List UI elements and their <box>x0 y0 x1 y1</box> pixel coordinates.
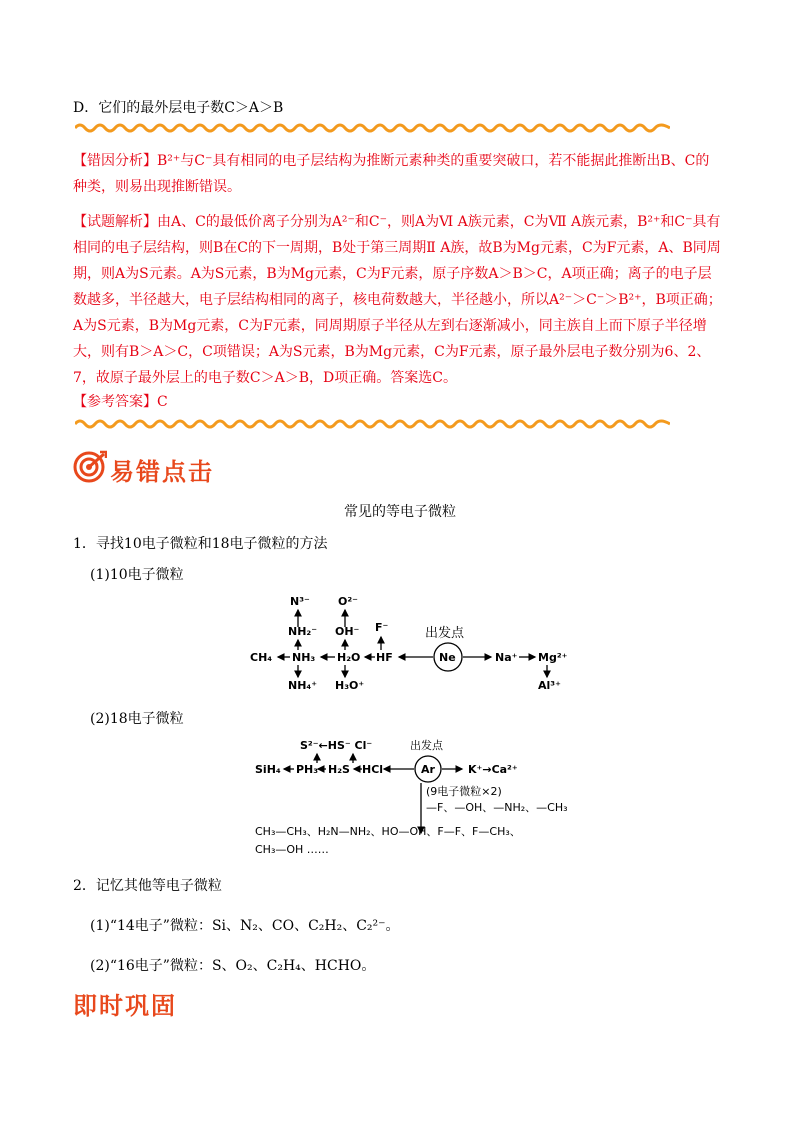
label-F: F⁻ <box>375 621 389 634</box>
label-H2S: H₂S <box>328 763 350 776</box>
label-Na: Na⁺ <box>495 651 518 664</box>
label-N3: N³⁻ <box>290 595 310 608</box>
electron-14: (1)“14电子”微粒：Si、N₂、CO、C₂H₂、C₂²⁻。 <box>90 918 400 934</box>
label-row1-18: S²⁻←HS⁻ Cl⁻ <box>300 739 373 752</box>
label-CH4: CH₄ <box>250 651 273 664</box>
start-label-10: 出发点 <box>425 626 465 641</box>
solution-label: 【试题解析】 <box>73 214 157 230</box>
bottom-banner: 即时巩固 <box>73 992 177 1020</box>
label-Al: Al³⁺ <box>538 679 561 692</box>
label-Ar: Ar <box>421 763 435 776</box>
label-NH2: NH₂⁻ <box>288 625 318 638</box>
label-line2: CH₃—OH …… <box>255 843 329 856</box>
label-K-Ca: K⁺→Ca²⁺ <box>468 763 518 776</box>
wavy-divider-top <box>75 122 670 134</box>
wavy-divider-bottom <box>75 418 670 430</box>
answer-value: C <box>157 394 168 410</box>
section-title: 常见的等电子微粒 <box>344 504 456 520</box>
solution-text: 由A、C的最低价离子分别为A²⁻和C⁻，则A为Ⅵ A族元素，C为Ⅶ A族元素，B²⁺和C⁻具有相同的电子层结构，则B在C的下一周期，B处于第三周期Ⅱ A族，故B为Mg元素，C为F元素，A、B同周期，则A为S元素。A为S元素，B为Mg元素，C为F元素，原子序数A＞B＞C，A项正确；离子的电子层数越多，半径越大，电子层结构相同的离子，核电荷数越大，半径越小，所以A²⁻＞C⁻＞B²⁺，B项正确；A为S元素，B为Mg元素，C为F元素，同周期原子半径从左到右逐渐减小，同主族自上而下原子半径增大，则有B＞A＞C，C项错误；A为S元素，B为Mg元素，C为F元素，原子最外层电子数分别为6、2、7，故原子最外层上的电子数C＞A＞B，D项正确。答案选C。 <box>73 214 722 386</box>
label-Ne: Ne <box>439 651 456 664</box>
label-Mg: Mg²⁺ <box>538 651 568 664</box>
label-OH: OH⁻ <box>335 625 360 638</box>
sub-item-18-electron: (2)18电子微粒 <box>90 711 184 727</box>
start-label-18: 出发点 <box>410 739 443 752</box>
label-groups: —F、—OH、—NH₂、—CH₃ <box>426 801 568 814</box>
label-H2O: H₂O <box>337 651 361 664</box>
section-banner: 易错点击 <box>110 458 214 486</box>
label-HF: HF <box>376 651 393 664</box>
answer-label: 【参考答案】 <box>73 394 157 410</box>
label-O2: O²⁻ <box>338 595 358 608</box>
label-NH3: NH₃ <box>292 651 316 664</box>
sub-item-10-electron: (1)10电子微粒 <box>90 567 184 583</box>
label-NH4: NH₄⁺ <box>288 679 318 692</box>
label-HCl: HCl <box>362 763 384 776</box>
label-SiH4: SiH₄ <box>255 763 281 776</box>
error-analysis <box>73 148 723 200</box>
target-icon <box>73 450 107 484</box>
label-H3O: H₃O⁺ <box>335 679 365 692</box>
label-nine-electron: (9电子微粒×2) <box>426 785 502 798</box>
option-d: D．它们的最外层电子数C＞A＞B <box>73 100 284 116</box>
label-K: K⁺ <box>468 763 483 776</box>
electron-16: (2)“16电子”微粒：S、O₂、C₂H₄、HCHO。 <box>90 958 376 974</box>
label-line1: CH₃—CH₃、H₂N—NH₂、HO—OH、F—F、F—CH₃、 <box>255 825 521 838</box>
solution <box>73 209 723 391</box>
answer <box>73 389 723 415</box>
error-analysis-label: 【错因分析】 <box>73 153 157 169</box>
error-analysis-text: B²⁺与C⁻具有相同的电子层结构为推断元素种类的重要突破口，若不能据此推断出B、C的种类，则易出现推断错误。 <box>73 153 710 195</box>
diagram-10-electron <box>245 585 580 695</box>
label-PH3: PH₃ <box>296 763 319 776</box>
label-Ca: Ca²⁺ <box>491 763 518 776</box>
item-2: 2．记忆其他等电子微粒 <box>73 878 222 894</box>
diagram-18-electron <box>250 735 580 860</box>
item-1: 1．寻找10电子微粒和18电子微粒的方法 <box>73 536 328 552</box>
